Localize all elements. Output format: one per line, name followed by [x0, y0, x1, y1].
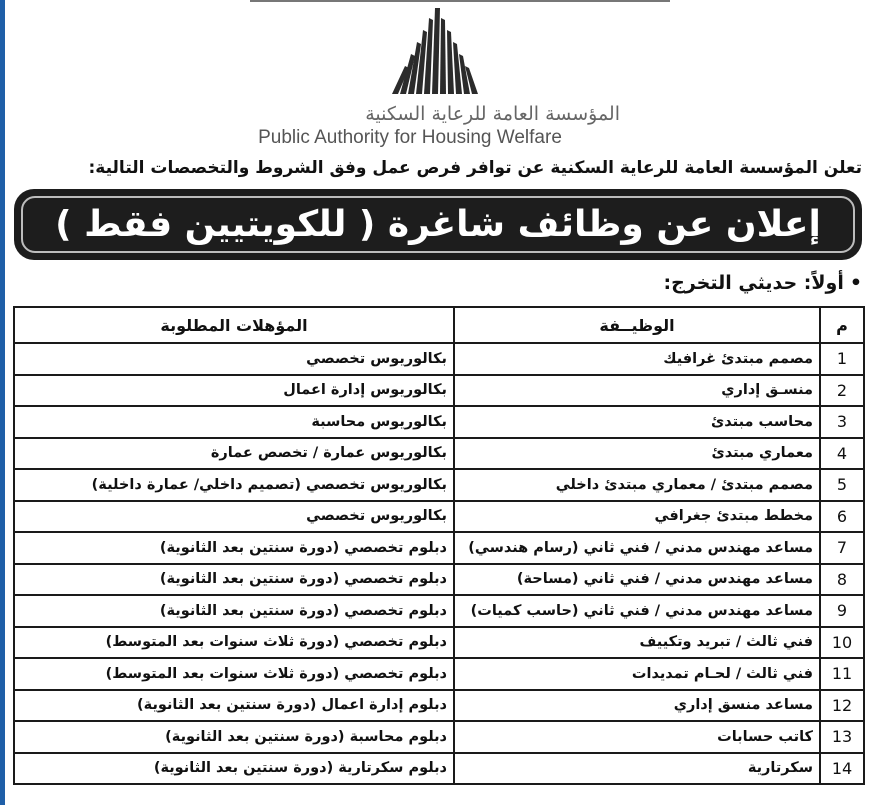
job-title-cell: معماري مبتدئ	[454, 438, 820, 470]
job-title-cell: محاسب مبتدئ	[454, 406, 820, 438]
housing-authority-logo-icon	[385, 8, 485, 102]
job-title-cell: مصمم مبتدئ / معماري مبتدئ داخلي	[454, 469, 820, 501]
org-name-english: Public Authority for Housing Welfare	[258, 127, 562, 148]
row-number: 10	[820, 627, 864, 659]
job-title-cell: مصمم مبتدئ غرافيك	[454, 343, 820, 375]
table-body	[14, 343, 864, 784]
header-job: الوظيــفة	[454, 307, 820, 343]
section-title: أولاً: حديثي التخرج:	[663, 272, 844, 294]
row-number: 9	[820, 595, 864, 627]
top-rule	[250, 0, 670, 2]
qualification-cell: دبلوم سكرتارية (دورة سنتين بعد الثانوية)	[14, 753, 454, 785]
job-title-cell: مساعد منسق إداري	[454, 690, 820, 722]
row-number: 7	[820, 532, 864, 564]
table-row	[14, 406, 864, 438]
row-number: 12	[820, 690, 864, 722]
row-number: 14	[820, 753, 864, 785]
job-title-cell: منسـق إداري	[454, 375, 820, 407]
job-title-cell: فني ثالث / لحـام تمديدات	[454, 658, 820, 690]
qualification-cell: دبلوم تخصصي (دورة سنتين بعد الثانوية)	[14, 564, 454, 596]
row-number: 1	[820, 343, 864, 375]
table-row	[14, 753, 864, 785]
qualification-cell: بكالوريوس عمارة / تخصص عمارة	[14, 438, 454, 470]
table-row	[14, 438, 864, 470]
row-number: 8	[820, 564, 864, 596]
table-header-row	[14, 307, 864, 343]
header-num: م	[820, 307, 864, 343]
section-bullet: •	[849, 272, 862, 294]
job-title-cell: مساعد مهندس مدني / فني ثاني (مساحة)	[454, 564, 820, 596]
table-row	[14, 375, 864, 407]
qualification-cell: بكالوريوس إدارة اعمال	[14, 375, 454, 407]
table-row	[14, 564, 864, 596]
row-number: 13	[820, 721, 864, 753]
qualification-cell: دبلوم تخصصي (دورة سنتين بعد الثانوية)	[14, 595, 454, 627]
row-number: 5	[820, 469, 864, 501]
qualification-cell: بكالوريوس تخصصي (تصميم داخلي/ عمارة داخلية)	[14, 469, 454, 501]
job-title-cell: فني ثالث / تبريد وتكييف	[454, 627, 820, 659]
section-heading	[14, 272, 862, 294]
table-row	[14, 627, 864, 659]
table-row	[14, 658, 864, 690]
table-row	[14, 595, 864, 627]
job-title-cell: مساعد مهندس مدني / فني ثاني (رسام هندسي)	[454, 532, 820, 564]
row-number: 4	[820, 438, 864, 470]
banner-title: إعلان عن وظائف شاغرة ( للكويتيين فقط )	[55, 204, 821, 245]
row-number: 3	[820, 406, 864, 438]
qualification-cell: دبلوم إدارة اعمال (دورة سنتين بعد الثانوية)	[14, 690, 454, 722]
table-row	[14, 501, 864, 533]
table-row	[14, 343, 864, 375]
header-qualification: المؤهلات المطلوبة	[14, 307, 454, 343]
qualification-cell: بكالوريوس تخصصي	[14, 501, 454, 533]
table-row	[14, 469, 864, 501]
org-name-arabic: المؤسسة العامة للرعاية السكنية	[365, 103, 620, 125]
qualification-cell: دبلوم تخصصي (دورة ثلاث سنوات بعد المتوسط)	[14, 658, 454, 690]
qualification-cell: دبلوم تخصصي (دورة ثلاث سنوات بعد المتوسط)	[14, 627, 454, 659]
intro-text: تعلن المؤسسة العامة للرعاية السكنية عن توافر فرص عمل وفق الشروط والتخصصات التالية:	[88, 158, 862, 178]
row-number: 6	[820, 501, 864, 533]
job-title-cell: كاتب حسابات	[454, 721, 820, 753]
table-row	[14, 532, 864, 564]
qualification-cell: دبلوم تخصصي (دورة سنتين بعد الثانوية)	[14, 532, 454, 564]
table-row	[14, 721, 864, 753]
qualification-cell: بكالوريوس محاسبة	[14, 406, 454, 438]
row-number: 2	[820, 375, 864, 407]
job-title-cell: مساعد مهندس مدني / فني ثاني (حاسب كميات)	[454, 595, 820, 627]
title-banner	[14, 189, 862, 260]
qualification-cell: بكالوريوس تخصصي	[14, 343, 454, 375]
job-title-cell: سكرتارية	[454, 753, 820, 785]
job-title-cell: مخطط مبتدئ جغرافي	[454, 501, 820, 533]
edge-accent-bar	[0, 0, 5, 805]
qualification-cell: دبلوم محاسبة (دورة سنتين بعد الثانوية)	[14, 721, 454, 753]
row-number: 11	[820, 658, 864, 690]
jobs-table	[13, 306, 865, 785]
table-row	[14, 690, 864, 722]
